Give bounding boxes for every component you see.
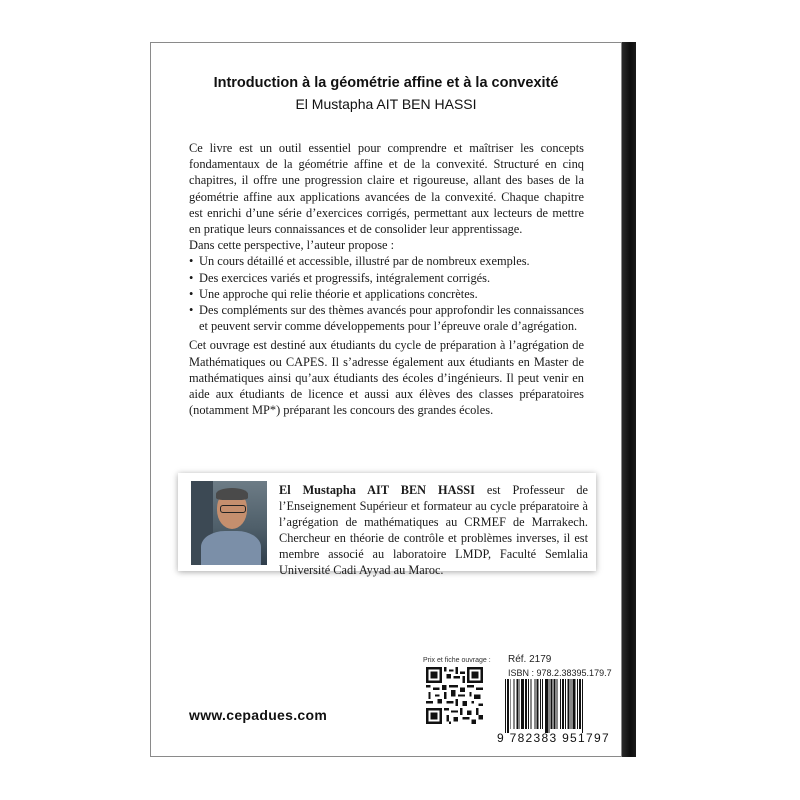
- author-bio-name: El Mustapha AIT BEN HASSI: [279, 483, 475, 497]
- reference-number: Réf. 2179: [508, 654, 552, 665]
- qr-label: Prix et fiche ouvrage :: [423, 657, 491, 664]
- barcode-icon: [503, 679, 613, 733]
- feature-item: • Des compléments sur des thèmes avancés pour approfondir les connaissances et peuvent servir comme développements pour l’épreuve orale d’agrégation.: [189, 302, 584, 334]
- feature-item: • Une approche qui relie théorie et applications concrètes.: [189, 286, 584, 302]
- book-title: Introduction à la géométrie affine et à la convexité: [213, 75, 559, 91]
- book-spine-edge: [622, 42, 636, 757]
- isbn-number: ISBN : 978.2.38395.179.7: [508, 668, 612, 678]
- author-bio-card: [178, 473, 596, 577]
- feature-list: [189, 253, 584, 334]
- barcode-number: 9 782383 951797: [497, 731, 610, 745]
- description-lead: Dans cette perspective, l’auteur propose :: [189, 238, 395, 253]
- author-photo: [191, 481, 267, 565]
- description-block: [189, 140, 584, 418]
- author-bio-body: est Professeur de l’Enseignement Supérieur et formateur au cycle préparatoire à l’agrégation de mathématiques au CRMEF de Marrakech. Chercheur en théorie de contrôle et problèmes inverses, il est membre associé au laboratoire LMDP, Faculté Semlalia Université Cadi Ayyad au Maroc.: [279, 483, 588, 577]
- description-audience: Cet ouvrage est destiné aux étudiants du cycle de préparation à l’agrégation de Mathématiques ou CAPES. Il s’adresse également aux étudiants en Master de mathématiques ainsi qu’aux étudiants des écoles d’ingénieurs. Il peut venir en aide aux étudiants de licence et aussi aux élèves des classes préparatoires (notamment MP*) préparant les concours des grandes écoles.: [189, 338, 584, 418]
- book-back-cover: [150, 42, 622, 757]
- author-bio-text: [279, 482, 588, 578]
- publisher-website[interactable]: www.cepadues.com: [189, 707, 328, 723]
- qr-code-icon[interactable]: [426, 667, 483, 724]
- feature-item: • Un cours détaillé et accessible, illustré par de nombreux exemples.: [189, 253, 584, 269]
- description-intro: Ce livre est un outil essentiel pour comprendre et maîtriser les concepts fondamentaux de la géométrie affine et de la convexité. Structuré en cinq chapitres, il offre une progression claire et rigoureuse, allant des bases de la géométrie affine aux applications avancées de la convexité. Chaque chapitre est enrichi d’une série d’exercices corrigés, permettant aux lecteurs de mettre en pratique leurs connaissances et de consolider leur apprentissage.: [189, 141, 584, 237]
- feature-item: • Des exercices variés et progressifs, intégralement corrigés.: [189, 270, 584, 286]
- book-author: El Mustapha AIT BEN HASSI: [295, 96, 477, 112]
